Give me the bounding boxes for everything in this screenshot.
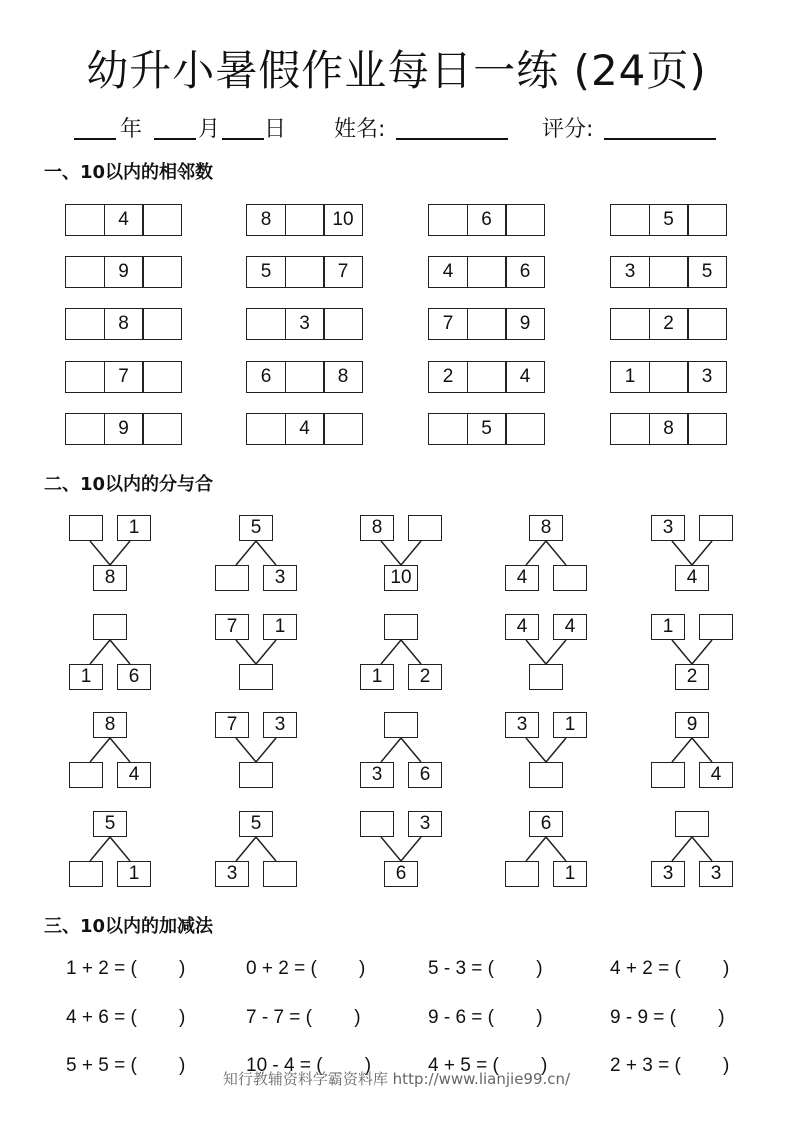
equation[interactable]: 4 + 2 = ( ) — [610, 958, 730, 979]
connector-line — [110, 541, 130, 565]
decompose-box: 4 — [505, 565, 539, 591]
neighbor-cell[interactable] — [285, 204, 325, 236]
connector-line — [546, 837, 566, 861]
decompose-box[interactable] — [384, 712, 418, 738]
neighbor-cell[interactable] — [65, 204, 105, 236]
page-title: 幼升小暑假作业每日一练 (24页) — [86, 46, 707, 95]
neighbor-cell[interactable] — [246, 413, 286, 445]
connector-line — [90, 541, 110, 565]
connector-line — [256, 837, 276, 861]
decompose-box: 1 — [117, 515, 151, 541]
connector-line — [692, 738, 712, 762]
decompose-box[interactable] — [529, 664, 563, 690]
neighbor-cell[interactable] — [142, 361, 182, 393]
neighbor-cell[interactable] — [142, 256, 182, 288]
neighbor-cell[interactable] — [428, 413, 468, 445]
neighbor-cell[interactable] — [610, 204, 650, 236]
month-blank[interactable] — [154, 138, 196, 140]
neighbor-cell: 7 — [323, 256, 363, 288]
neighbor-cell[interactable] — [610, 413, 650, 445]
connector-line — [672, 541, 692, 565]
decompose-box: 5 — [239, 515, 273, 541]
day-label: 日 — [264, 117, 287, 142]
decompose-box: 4 — [117, 762, 151, 788]
equation[interactable]: 0 + 2 = ( ) — [246, 958, 366, 979]
connector-line — [381, 837, 401, 861]
decompose-box: 3 — [651, 515, 685, 541]
connector-line — [672, 640, 692, 664]
decompose-box: 10 — [384, 565, 418, 591]
connector-line — [672, 738, 692, 762]
decompose-box: 3 — [505, 712, 539, 738]
decompose-box[interactable] — [69, 861, 103, 887]
neighbor-cell[interactable] — [649, 361, 689, 393]
connector-line — [401, 541, 421, 565]
neighbor-cell: 10 — [323, 204, 363, 236]
decompose-box[interactable] — [699, 614, 733, 640]
day-blank[interactable] — [222, 138, 264, 140]
neighbor-cell[interactable] — [142, 413, 182, 445]
equation[interactable]: 9 - 9 = ( ) — [610, 1007, 725, 1028]
neighbor-cell[interactable] — [142, 204, 182, 236]
neighbor-cell: 5 — [467, 413, 507, 445]
neighbor-cell[interactable] — [687, 308, 727, 340]
section-neighbors-title: 一、10以内的相邻数 — [44, 162, 214, 183]
connector-line — [381, 640, 401, 664]
decompose-box: 1 — [117, 861, 151, 887]
neighbor-cell: 6 — [467, 204, 507, 236]
connector-line — [236, 837, 256, 861]
neighbor-cell: 2 — [649, 308, 689, 340]
neighbor-cell[interactable] — [65, 256, 105, 288]
decompose-box[interactable] — [69, 762, 103, 788]
decompose-box: 1 — [360, 664, 394, 690]
connector-line — [526, 541, 546, 565]
decompose-box[interactable] — [263, 861, 297, 887]
decompose-box: 2 — [408, 664, 442, 690]
neighbor-cell: 4 — [285, 413, 325, 445]
decompose-box: 1 — [263, 614, 297, 640]
neighbor-cell[interactable] — [687, 204, 727, 236]
connector-line — [90, 738, 110, 762]
decompose-box: 9 — [675, 712, 709, 738]
decompose-box: 5 — [239, 811, 273, 837]
decompose-box: 3 — [360, 762, 394, 788]
decompose-box: 1 — [651, 614, 685, 640]
neighbor-cell[interactable] — [65, 361, 105, 393]
connector-line — [110, 640, 130, 664]
neighbor-cell: 1 — [610, 361, 650, 393]
equation[interactable]: 2 + 3 = ( ) — [610, 1055, 730, 1076]
score-blank[interactable] — [604, 138, 716, 140]
decompose-box[interactable] — [215, 565, 249, 591]
connector-line — [526, 738, 546, 762]
neighbor-cell[interactable] — [285, 361, 325, 393]
neighbor-cell[interactable] — [610, 308, 650, 340]
equation[interactable]: 5 + 5 = ( ) — [66, 1055, 186, 1076]
connector-line — [256, 738, 276, 762]
name-blank[interactable] — [396, 138, 508, 140]
equation[interactable]: 7 - 7 = ( ) — [246, 1007, 361, 1028]
connector-line — [526, 640, 546, 664]
decompose-box: 1 — [69, 664, 103, 690]
decompose-box: 7 — [215, 712, 249, 738]
connector-line — [110, 738, 130, 762]
decompose-box: 8 — [93, 565, 127, 591]
decompose-box: 4 — [675, 565, 709, 591]
decompose-box: 5 — [93, 811, 127, 837]
neighbor-cell[interactable] — [65, 308, 105, 340]
neighbor-cell: 7 — [104, 361, 144, 393]
neighbor-cell[interactable] — [246, 308, 286, 340]
decompose-box: 1 — [553, 712, 587, 738]
equation[interactable]: 4 + 5 = ( ) — [428, 1055, 548, 1076]
neighbor-cell[interactable] — [505, 204, 545, 236]
connector-line — [110, 837, 130, 861]
equation[interactable]: 1 + 2 = ( ) — [66, 958, 186, 979]
neighbor-cell[interactable] — [649, 256, 689, 288]
decompose-box: 4 — [699, 762, 733, 788]
connector-line — [236, 640, 256, 664]
decompose-box: 6 — [384, 861, 418, 887]
decompose-box[interactable] — [69, 515, 103, 541]
neighbor-cell: 5 — [687, 256, 727, 288]
neighbor-cell: 9 — [104, 413, 144, 445]
neighbor-cell[interactable] — [428, 204, 468, 236]
decompose-box[interactable] — [553, 565, 587, 591]
decompose-box[interactable] — [239, 762, 273, 788]
neighbor-cell: 7 — [428, 308, 468, 340]
neighbor-cell: 6 — [246, 361, 286, 393]
neighbor-cell: 4 — [505, 361, 545, 393]
decompose-box: 3 — [263, 712, 297, 738]
neighbor-cell[interactable] — [323, 308, 363, 340]
neighbor-cell: 9 — [104, 256, 144, 288]
decompose-box: 1 — [553, 861, 587, 887]
equation[interactable]: 4 + 6 = ( ) — [66, 1007, 186, 1028]
neighbor-cell[interactable] — [467, 308, 507, 340]
neighbor-cell[interactable] — [687, 413, 727, 445]
neighbor-cell: 3 — [610, 256, 650, 288]
neighbor-cell: 6 — [505, 256, 545, 288]
neighbor-cell[interactable] — [505, 413, 545, 445]
decompose-box[interactable] — [384, 614, 418, 640]
connector-line — [381, 738, 401, 762]
connector-line — [546, 541, 566, 565]
neighbor-cell: 4 — [104, 204, 144, 236]
connector-line — [546, 738, 566, 762]
decompose-box: 8 — [93, 712, 127, 738]
section-arithmetic-title: 三、10以内的加减法 — [44, 916, 214, 937]
connector-line — [256, 640, 276, 664]
neighbor-cell: 2 — [428, 361, 468, 393]
decompose-box[interactable] — [360, 811, 394, 837]
decompose-box: 2 — [675, 664, 709, 690]
neighbor-cell[interactable] — [323, 413, 363, 445]
decompose-box: 8 — [529, 515, 563, 541]
neighbor-cell: 8 — [323, 361, 363, 393]
decompose-box[interactable] — [93, 614, 127, 640]
connector-line — [692, 837, 712, 861]
decompose-box: 6 — [117, 664, 151, 690]
decompose-box: 6 — [529, 811, 563, 837]
decompose-box[interactable] — [239, 664, 273, 690]
decompose-box: 6 — [408, 762, 442, 788]
decompose-box: 3 — [699, 861, 733, 887]
decompose-box: 3 — [215, 861, 249, 887]
connector-line — [401, 837, 421, 861]
neighbor-cell: 4 — [428, 256, 468, 288]
connector-line — [90, 640, 110, 664]
equation[interactable]: 10 - 4 = ( ) — [246, 1055, 372, 1076]
decompose-box: 8 — [360, 515, 394, 541]
neighbor-cell[interactable] — [467, 361, 507, 393]
neighbor-cell[interactable] — [142, 308, 182, 340]
connector-line — [401, 640, 421, 664]
neighbor-cell: 5 — [649, 204, 689, 236]
neighbor-cell[interactable] — [65, 413, 105, 445]
equation[interactable]: 5 - 3 = ( ) — [428, 958, 543, 979]
neighbor-cell: 3 — [285, 308, 325, 340]
neighbor-cell: 8 — [246, 204, 286, 236]
decompose-box: 4 — [553, 614, 587, 640]
decompose-box: 3 — [263, 565, 297, 591]
info-line — [70, 112, 730, 146]
decompose-box[interactable] — [699, 515, 733, 541]
decompose-box[interactable] — [651, 762, 685, 788]
decompose-box: 4 — [505, 614, 539, 640]
year-label: 年 — [120, 117, 143, 142]
year-blank[interactable] — [74, 138, 116, 140]
connector-line — [401, 738, 421, 762]
footer-watermark: 知行教辅资料学霸资料库 http://www.lianjie99.cn/ — [222, 1070, 571, 1088]
neighbor-cell[interactable] — [467, 256, 507, 288]
decompose-box: 7 — [215, 614, 249, 640]
connector-line — [692, 640, 712, 664]
decompose-box: 3 — [651, 861, 685, 887]
connector-line — [236, 541, 256, 565]
connector-line — [381, 541, 401, 565]
neighbor-cell: 3 — [687, 361, 727, 393]
connector-line — [236, 738, 256, 762]
decompose-box[interactable] — [675, 811, 709, 837]
connector-line — [672, 837, 692, 861]
connector-line — [546, 640, 566, 664]
decompose-box[interactable] — [529, 762, 563, 788]
name-label: 姓名: — [334, 117, 386, 142]
neighbor-cell: 8 — [649, 413, 689, 445]
neighbor-cell[interactable] — [285, 256, 325, 288]
decompose-box[interactable] — [505, 861, 539, 887]
connector-line — [692, 541, 712, 565]
decompose-box: 3 — [408, 811, 442, 837]
neighbor-cell: 9 — [505, 308, 545, 340]
neighbor-cell: 8 — [104, 308, 144, 340]
decompose-box[interactable] — [408, 515, 442, 541]
connector-line — [90, 837, 110, 861]
connector-line — [256, 541, 276, 565]
section-decompose-title: 二、10以内的分与合 — [44, 474, 214, 495]
month-label: 月 — [198, 117, 221, 142]
equation[interactable]: 9 - 6 = ( ) — [428, 1007, 543, 1028]
connector-line — [526, 837, 546, 861]
neighbor-cell: 5 — [246, 256, 286, 288]
score-label: 评分: — [542, 117, 594, 142]
